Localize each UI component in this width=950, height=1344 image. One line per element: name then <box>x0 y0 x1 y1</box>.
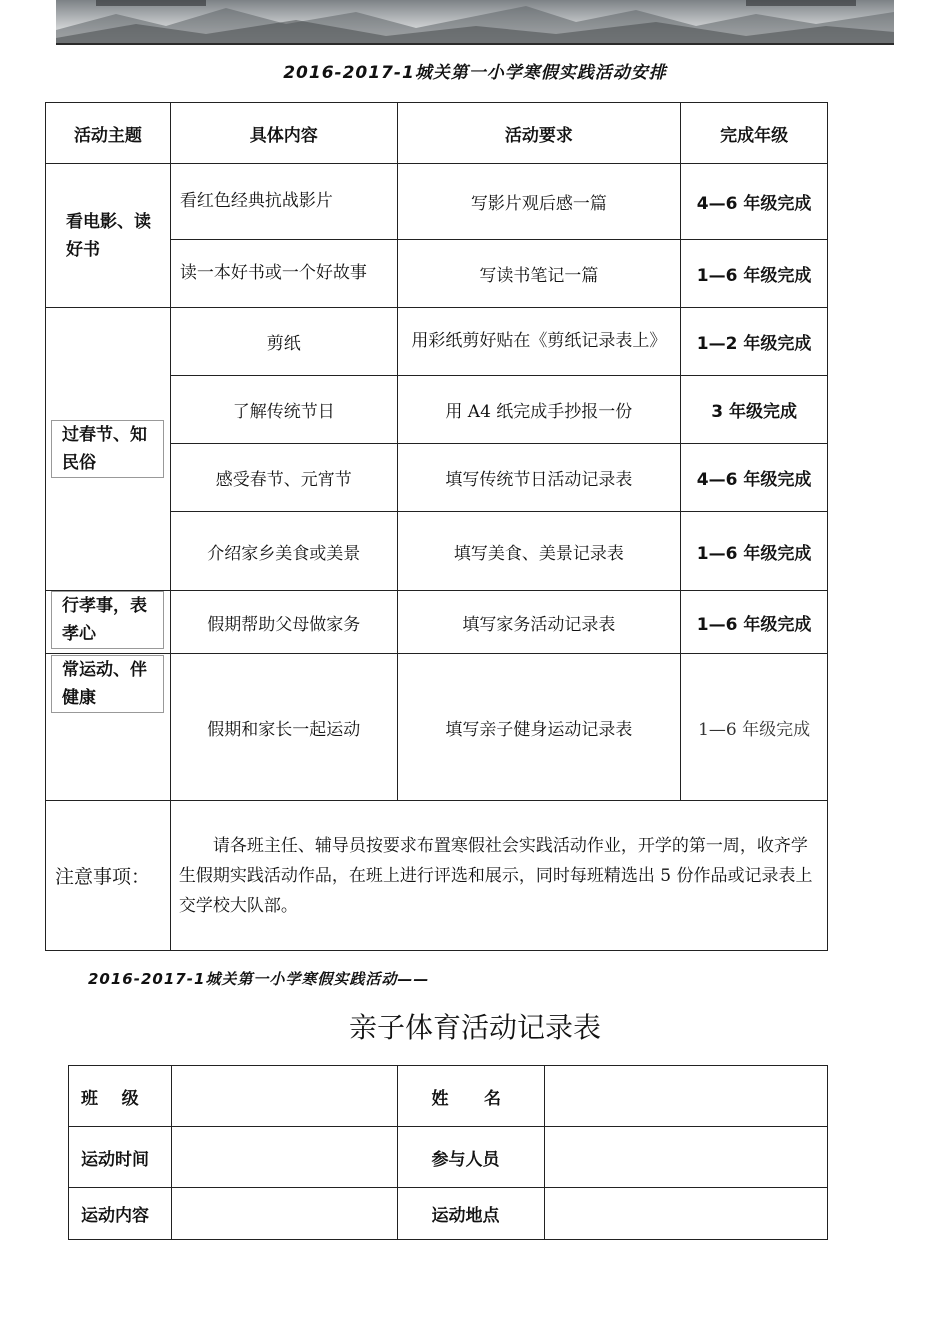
theme-cell-exercise <box>46 654 171 801</box>
column-header-requirement: 活动要求 <box>397 103 681 164</box>
grade-cell: 3 年级完成 <box>681 376 828 444</box>
column-header-theme: 活动主题 <box>46 103 171 164</box>
grade-cell: 1—6 年级完成 <box>681 591 828 654</box>
activity-schedule-table <box>45 102 828 951</box>
column-header-grade: 完成年级 <box>681 103 828 164</box>
landscape-banner <box>56 0 894 45</box>
grade-cell: 1—6 年级完成 <box>681 240 828 308</box>
theme-label-filial: 行孝事，表孝心 <box>51 591 164 649</box>
grade-cell: 4—6 年级完成 <box>681 444 828 512</box>
class-label: 班 级 <box>69 1066 172 1127</box>
theme-label-exercise: 常运动、伴健康 <box>51 655 164 713</box>
name-label: 姓 名 <box>397 1066 545 1127</box>
exercise-time-field[interactable] <box>171 1127 397 1188</box>
table-row <box>46 308 828 376</box>
content-cell: 假期和家长一起运动 <box>170 654 397 801</box>
record-title: 亲子体育活动记录表 <box>348 1011 601 1044</box>
requirement-cell: 用 A4 纸完成手抄报一份 <box>397 376 681 444</box>
exercise-time-label: 运动时间 <box>69 1127 172 1188</box>
theme-label-movies: 看电影、读好书 <box>66 212 151 260</box>
theme-cell-filial <box>46 591 171 654</box>
notes-text: 请各班主任、辅导员按要求布置寒假社会实践活动作业，开学的第一周，收齐学生假期实践活动作品，在班上进行评选和展示，同时每班精选出 5 份作品或记录表上交学校大队部。 <box>178 835 813 916</box>
exercise-place-field[interactable] <box>545 1188 828 1240</box>
theme-label-spring-festival: 过春节、知民俗 <box>51 420 164 478</box>
column-header-content: 具体内容 <box>170 103 397 164</box>
schedule-title: 2016-2017-1城关第一小学寒假实践活动安排 <box>283 63 667 83</box>
form-row <box>69 1066 828 1127</box>
requirement-cell: 用彩纸剪好贴在《剪纸记录表上》 <box>397 308 681 376</box>
content-cell: 假期帮助父母做家务 <box>170 591 397 654</box>
table-row <box>46 164 828 240</box>
requirement-cell: 填写家务活动记录表 <box>397 591 681 654</box>
participants-label: 参与人员 <box>397 1127 545 1188</box>
table-header-row <box>46 103 828 164</box>
content-cell: 介绍家乡美食或美景 <box>170 512 397 591</box>
grade-cell: 1—2 年级完成 <box>681 308 828 376</box>
content-cell: 读一本好书或一个好故事 <box>170 240 397 308</box>
theme-cell-spring-festival <box>46 308 171 591</box>
name-field[interactable] <box>545 1066 828 1127</box>
exercise-place-label: 运动地点 <box>397 1188 545 1240</box>
table-row <box>46 591 828 654</box>
exercise-record-form <box>68 1065 828 1240</box>
table-row <box>46 654 828 801</box>
notes-label: 注意事项： <box>46 801 171 951</box>
requirement-cell: 填写亲子健身运动记录表 <box>397 654 681 801</box>
content-cell: 了解传统节日 <box>170 376 397 444</box>
form-row <box>69 1127 828 1188</box>
requirement-cell: 填写美食、美景记录表 <box>397 512 681 591</box>
theme-cell-movies <box>46 164 171 308</box>
class-field[interactable] <box>171 1066 397 1127</box>
content-cell: 剪纸 <box>170 308 397 376</box>
participants-field[interactable] <box>545 1127 828 1188</box>
grade-cell: 1—6 年级完成 <box>681 512 828 591</box>
notes-row <box>46 801 828 951</box>
requirement-cell: 写读书笔记一篇 <box>397 240 681 308</box>
form-row <box>69 1188 828 1240</box>
requirement-cell: 写影片观后感一篇 <box>397 164 681 240</box>
exercise-content-label: 运动内容 <box>69 1188 172 1240</box>
grade-cell: 4—6 年级完成 <box>681 164 828 240</box>
mountain-landscape-icon <box>56 0 894 43</box>
exercise-content-field[interactable] <box>171 1188 397 1240</box>
content-cell: 感受春节、元宵节 <box>170 444 397 512</box>
record-subtitle: 2016-2017-1城关第一小学寒假实践活动—— <box>88 970 430 988</box>
requirement-cell: 填写传统节日活动记录表 <box>397 444 681 512</box>
content-cell: 看红色经典抗战影片 <box>170 164 397 240</box>
grade-cell: 1—6 年级完成 <box>681 654 828 801</box>
notes-cell <box>170 801 827 951</box>
